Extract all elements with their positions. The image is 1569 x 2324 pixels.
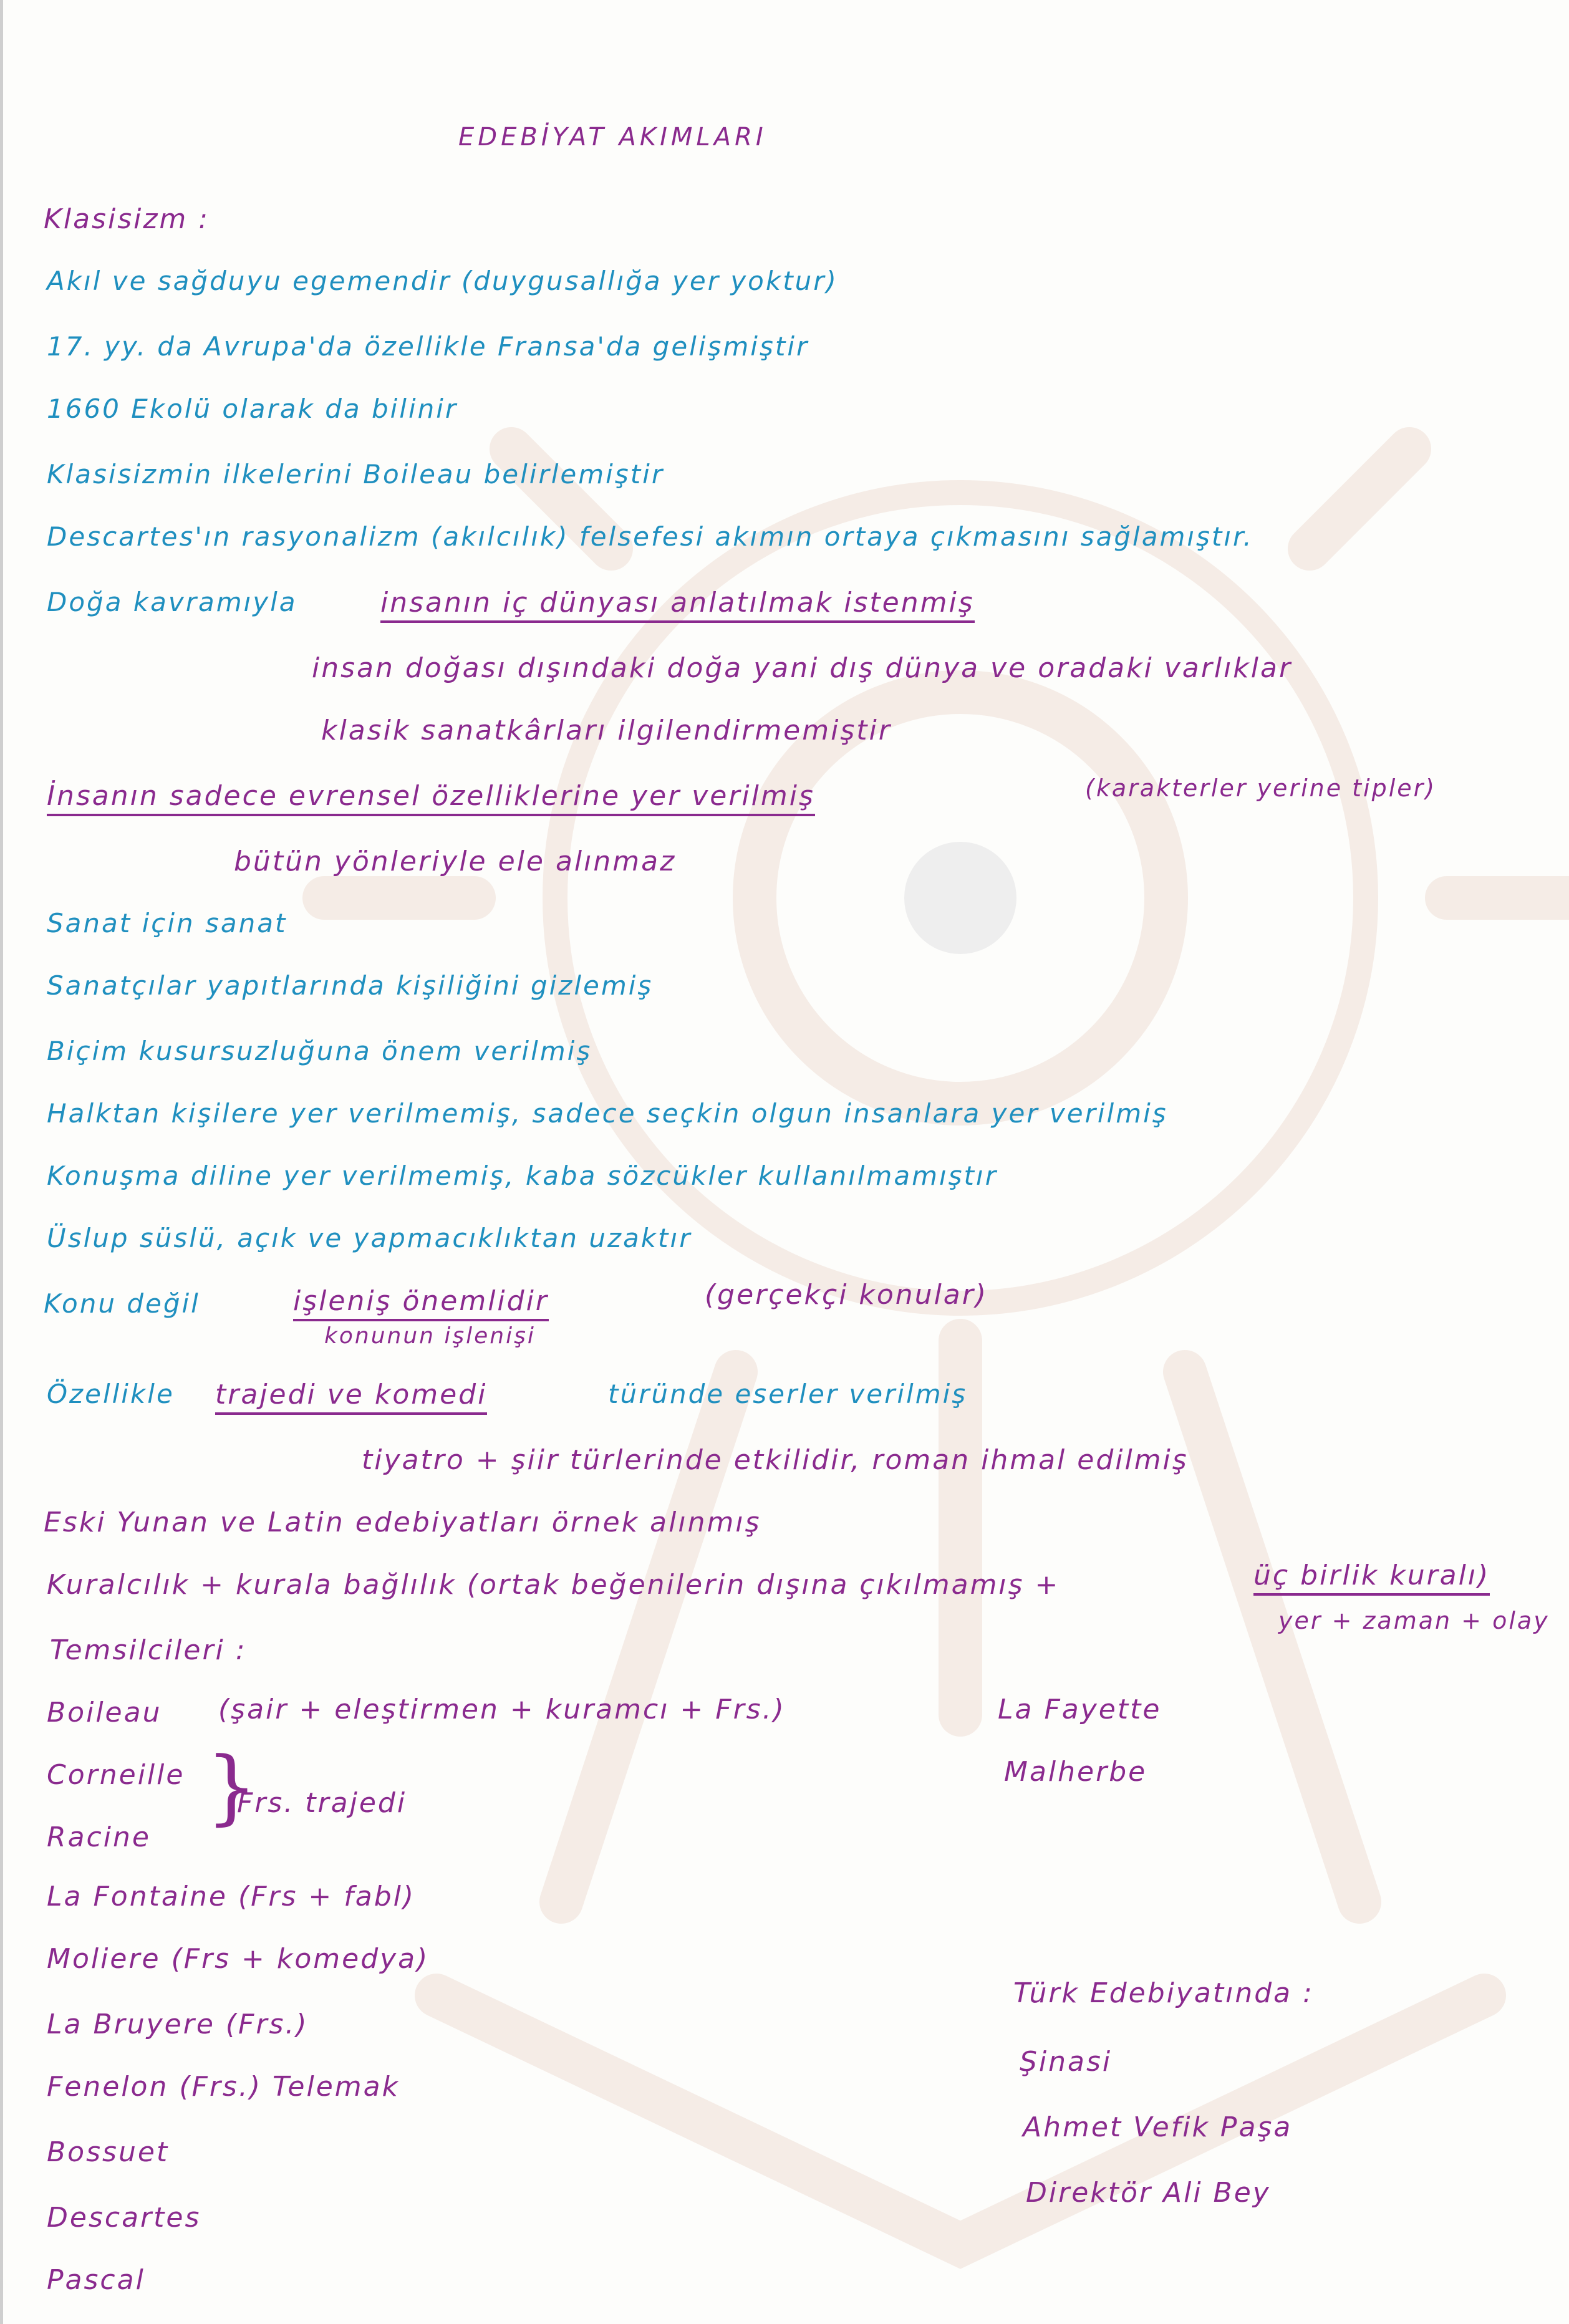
representative: La Fayette bbox=[998, 1694, 1162, 1725]
note-line: türünde eserler verilmiş bbox=[608, 1379, 968, 1409]
underlined-phrase: trajedi ve komedi bbox=[215, 1381, 487, 1415]
note-line: Sanatçılar yapıtlarında kişiliğini gizlemiş bbox=[47, 970, 654, 1001]
note-line: bütün yönleriyle ele alınmaz bbox=[234, 846, 677, 877]
representative-note: Frs. trajedi bbox=[237, 1787, 407, 1819]
note-line: insan doğası dışındaki doğa yani dış dünya ve oradaki varlıklar bbox=[312, 652, 1293, 684]
note-line: Temsilcileri : bbox=[50, 1634, 247, 1666]
note-line: klasik sanatkârları ilgilendirmemiştir bbox=[321, 715, 892, 746]
underlined-phrase: İnsanın sadece evrensel özelliklerine yer verilmiş bbox=[47, 783, 815, 816]
representative: La Fontaine (Frs + fabl) bbox=[47, 1881, 416, 1912]
note-line: Klasisizmin ilkelerini Boileau belirlemiştir bbox=[47, 459, 665, 489]
note-line: Akıl ve sağduyu egemendir (duygusallığa yer yoktur) bbox=[47, 266, 838, 296]
note-line: Descartes'ın rasyonalizm (akılcılık) felsefesi akımın ortaya çıkmasını sağlamıştır. bbox=[47, 521, 1253, 552]
note-line: Biçim kusursuzluğuna önem verilmiş bbox=[47, 1036, 592, 1066]
note-line: Eski Yunan ve Latin edebiyatları örnek alınmış bbox=[44, 1507, 761, 1538]
note-line: tiyatro + şiir türlerinde etkilidir, roman ihmal edilmiş bbox=[362, 1444, 1189, 1476]
representative: Pascal bbox=[47, 2264, 145, 2296]
representative: Corneille bbox=[47, 1759, 185, 1791]
representative: La Bruyere (Frs.) bbox=[47, 2008, 309, 2040]
note-line: konunun işlenişi bbox=[324, 1323, 536, 1349]
note-line: (gerçekçi konular) bbox=[705, 1279, 988, 1311]
representative: Boileau bbox=[47, 1697, 162, 1729]
note-line: 17. yy. da Avrupa'da özellikle Fransa'da gelişmiştir bbox=[47, 331, 809, 362]
turkish-heading: Türk Edebiyatında : bbox=[1013, 1977, 1314, 2009]
underlined-phrase: insanın iç dünyası anlatılmak istenmiş bbox=[380, 589, 975, 623]
curly-brace: } bbox=[206, 1739, 258, 1834]
note-line: Üslup süslü, açık ve yapmacıklıktan uzaktır bbox=[47, 1223, 692, 1253]
page-edge bbox=[0, 0, 3, 2324]
representative: Moliere (Frs + komedya) bbox=[47, 1943, 430, 1975]
turkish-representative: Direktör Ali Bey bbox=[1026, 2177, 1271, 2209]
underlined-phrase: işleniş önemlidir bbox=[293, 1288, 549, 1321]
note-line: Doğa kavramıyla bbox=[47, 587, 297, 617]
underlined-phrase: üç birlik kuralı) bbox=[1253, 1562, 1490, 1596]
note-line: Sanat için sanat bbox=[47, 908, 287, 938]
note-line: Kuralcılık + kurala bağlılık (ortak beğenilerin dışına çıkılmamış + bbox=[47, 1569, 1060, 1601]
note-line: (karakterler yerine tipler) bbox=[1085, 774, 1437, 802]
representative-note: (şair + eleştirmen + kuramcı + Frs.) bbox=[218, 1694, 786, 1725]
representative: Descartes bbox=[47, 2202, 201, 2234]
turkish-representative: Şinasi bbox=[1020, 2046, 1113, 2078]
note-line: yer + zaman + olay bbox=[1278, 1607, 1550, 1634]
page-title: EDEBİYAT AKIMLARI bbox=[458, 123, 767, 152]
note-line: Konuşma diline yer verilmemiş, kaba sözcükler kullanılmamıştır bbox=[47, 1160, 998, 1191]
section-heading: Klasisizm : bbox=[44, 203, 210, 235]
note-line: 1660 Ekolü olarak da bilinir bbox=[47, 393, 458, 424]
representative: Racine bbox=[47, 1821, 151, 1853]
representative: Malherbe bbox=[1004, 1756, 1147, 1788]
representative: Bossuet bbox=[47, 2136, 170, 2168]
note-line: Konu değil bbox=[44, 1288, 200, 1319]
turkish-representative: Ahmet Vefik Paşa bbox=[1023, 2111, 1293, 2143]
representative: Fenelon (Frs.) Telemak bbox=[47, 2071, 400, 2103]
note-line: Halktan kişilere yer verilmemiş, sadece seçkin olgun insanlara yer verilmiş bbox=[47, 1098, 1168, 1129]
note-line: Özellikle bbox=[47, 1379, 175, 1409]
